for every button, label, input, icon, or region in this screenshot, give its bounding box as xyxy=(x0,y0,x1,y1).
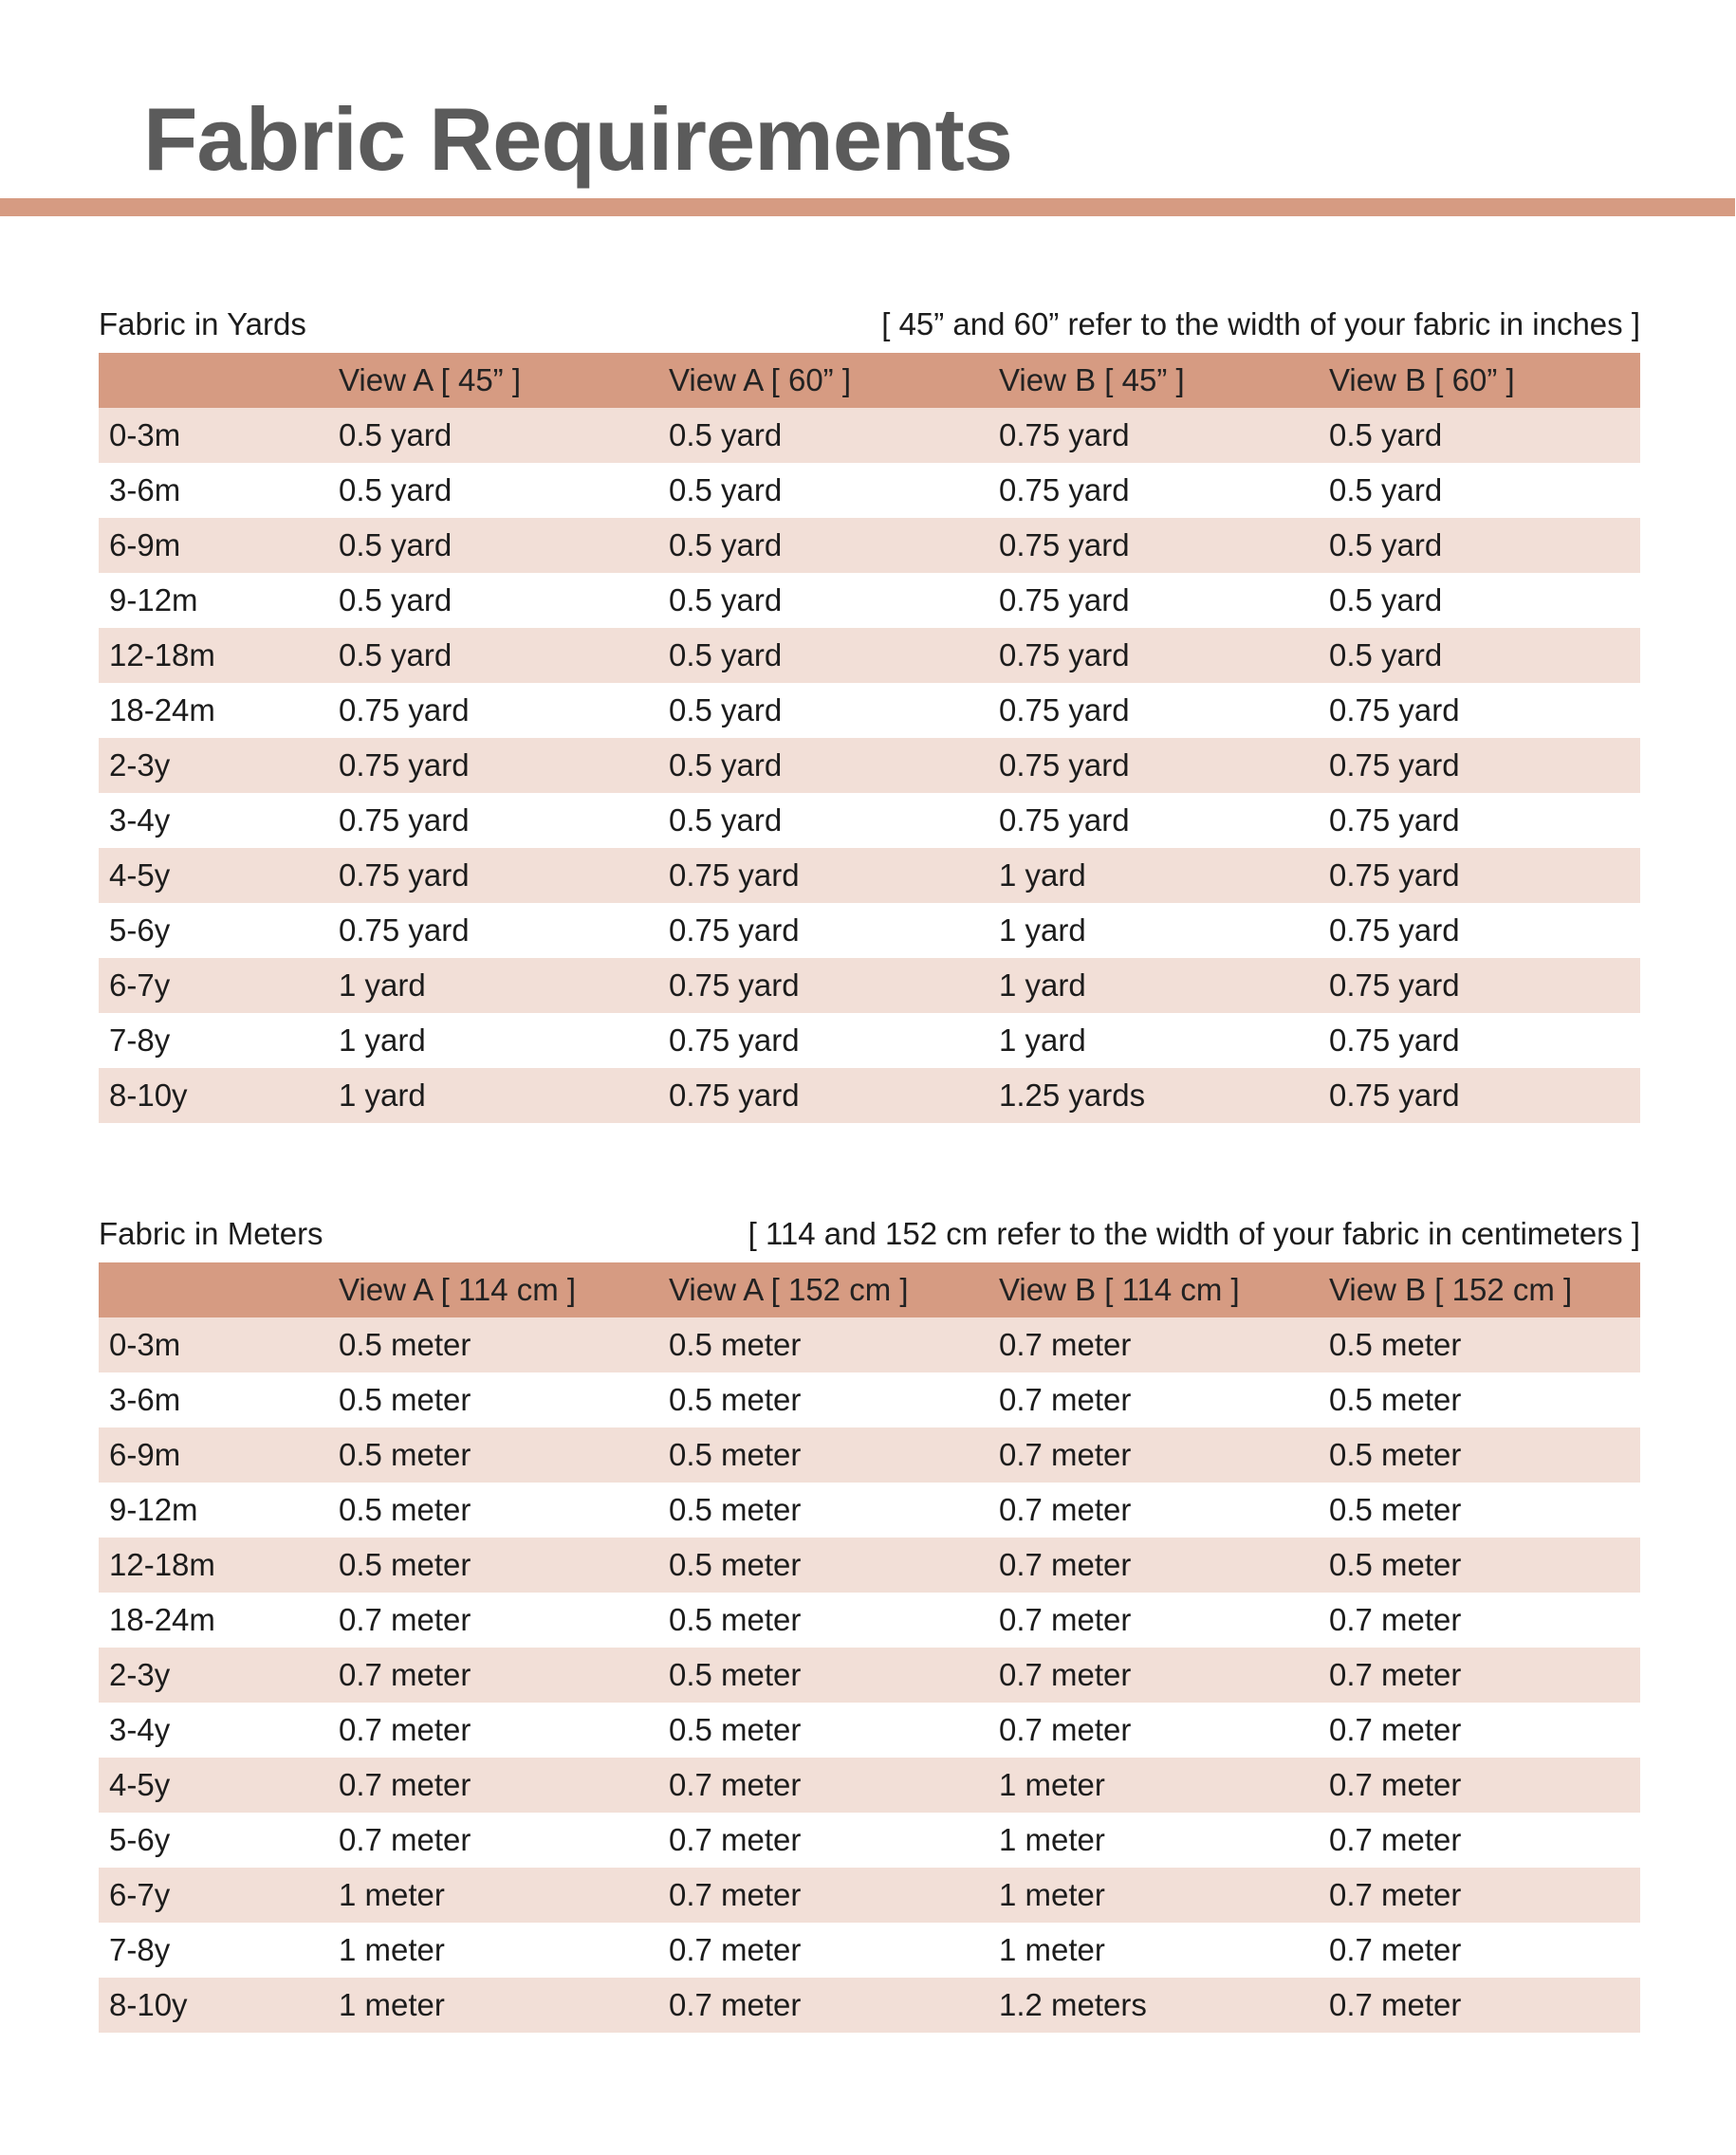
yards-table-body xyxy=(99,408,1640,1123)
table-row xyxy=(99,463,1640,518)
table-row xyxy=(99,1978,1640,2033)
table-row xyxy=(99,1068,1640,1123)
value-cell: 0.5 meter xyxy=(339,1437,471,1472)
page-title: Fabric Requirements xyxy=(143,89,1013,189)
value-cell: 0.75 yard xyxy=(1329,967,1460,1003)
meters-section-label: Fabric in Meters xyxy=(99,1216,323,1251)
value-cell: 0.75 yard xyxy=(339,912,470,948)
value-cell: 0.7 meter xyxy=(669,1822,802,1857)
value-cell: 0.75 yard xyxy=(1329,912,1460,948)
meters-width-note: [ 114 and 152 cm refer to the width of your fabric in centimeters ] xyxy=(748,1216,1640,1251)
table-row xyxy=(99,1013,1640,1068)
column-header-view-a-45: View A [ 45” ] xyxy=(339,362,522,397)
value-cell: 0.75 yard xyxy=(339,747,470,783)
value-cell: 0.75 yard xyxy=(1329,747,1460,783)
value-cell: 0.7 meter xyxy=(669,1767,802,1802)
table-row xyxy=(99,1758,1640,1813)
value-cell: 0.5 meter xyxy=(669,1657,802,1692)
value-cell: 1 yard xyxy=(339,1078,426,1113)
table-row xyxy=(99,1868,1640,1923)
value-cell: 0.5 yard xyxy=(339,637,452,672)
value-cell: 0.5 meter xyxy=(339,1327,471,1362)
value-cell: 0.5 meter xyxy=(339,1547,471,1582)
yards-section-header xyxy=(99,302,1640,353)
value-cell: 0.5 yard xyxy=(1329,582,1443,617)
value-cell: 0.5 meter xyxy=(669,1547,802,1582)
table-row xyxy=(99,1813,1640,1868)
table-row xyxy=(99,408,1640,463)
value-cell: 0.7 meter xyxy=(669,1877,802,1912)
value-cell: 1 yard xyxy=(999,857,1086,893)
size-cell: 12-18m xyxy=(109,637,215,672)
table-row xyxy=(99,628,1640,683)
value-cell: 0.7 meter xyxy=(999,1547,1132,1582)
value-cell: 1 meter xyxy=(339,1987,445,2022)
table-row xyxy=(99,1317,1640,1372)
column-header-view-a-114: View A [ 114 cm ] xyxy=(339,1272,577,1307)
value-cell: 0.75 yard xyxy=(669,912,800,948)
table-row xyxy=(99,903,1640,958)
table-row xyxy=(99,1372,1640,1427)
value-cell: 0.5 meter xyxy=(339,1382,471,1417)
value-cell: 0.5 yard xyxy=(1329,637,1443,672)
value-cell: 0.5 meter xyxy=(1329,1492,1462,1527)
value-cell: 1 meter xyxy=(999,1932,1105,1967)
value-cell: 1 meter xyxy=(339,1932,445,1967)
size-cell: 0-3m xyxy=(109,417,181,452)
value-cell: 0.5 meter xyxy=(669,1437,802,1472)
value-cell: 0.5 meter xyxy=(669,1382,802,1417)
size-cell: 2-3y xyxy=(109,747,171,783)
value-cell: 0.75 yard xyxy=(999,802,1130,838)
value-cell: 1 meter xyxy=(339,1877,445,1912)
value-cell: 0.7 meter xyxy=(999,1602,1132,1637)
value-cell: 0.75 yard xyxy=(1329,802,1460,838)
value-cell: 0.5 meter xyxy=(1329,1327,1462,1362)
value-cell: 0.75 yard xyxy=(1329,1022,1460,1058)
value-cell: 0.7 meter xyxy=(669,1932,802,1967)
size-cell: 9-12m xyxy=(109,1492,198,1527)
size-cell: 7-8y xyxy=(109,1932,171,1967)
value-cell: 1.25 yards xyxy=(999,1078,1146,1113)
size-cell: 9-12m xyxy=(109,582,198,617)
size-cell: 3-6m xyxy=(109,1382,181,1417)
value-cell: 0.7 meter xyxy=(339,1767,471,1802)
value-cell: 0.75 yard xyxy=(999,472,1130,507)
value-cell: 0.7 meter xyxy=(339,1712,471,1747)
value-cell: 0.7 meter xyxy=(339,1822,471,1857)
table-row xyxy=(99,793,1640,848)
value-cell: 1 meter xyxy=(999,1822,1105,1857)
size-cell: 4-5y xyxy=(109,1767,171,1802)
table-row xyxy=(99,1538,1640,1593)
value-cell: 0.7 meter xyxy=(1329,1822,1462,1857)
size-cell: 6-7y xyxy=(109,967,171,1003)
value-cell: 0.5 yard xyxy=(339,582,452,617)
value-cell: 0.7 meter xyxy=(1329,1987,1462,2022)
value-cell: 0.75 yard xyxy=(669,857,800,893)
value-cell: 0.5 yard xyxy=(669,582,783,617)
yards-table-header xyxy=(99,353,1640,408)
header-row xyxy=(99,353,1640,408)
table-row xyxy=(99,1483,1640,1538)
value-cell: 0.5 meter xyxy=(669,1492,802,1527)
value-cell: 0.5 yard xyxy=(669,472,783,507)
value-cell: 0.5 meter xyxy=(339,1492,471,1527)
header-row xyxy=(99,1262,1640,1317)
value-cell: 0.7 meter xyxy=(999,1437,1132,1472)
value-cell: 0.75 yard xyxy=(669,1022,800,1058)
value-cell: 0.75 yard xyxy=(999,582,1130,617)
value-cell: 0.7 meter xyxy=(1329,1712,1462,1747)
table-row xyxy=(99,1593,1640,1648)
table-row xyxy=(99,683,1640,738)
value-cell: 1 yard xyxy=(339,967,426,1003)
table-row xyxy=(99,1703,1640,1758)
column-header-view-a-60: View A [ 60” ] xyxy=(669,362,852,397)
value-cell: 0.7 meter xyxy=(999,1382,1132,1417)
value-cell: 0.75 yard xyxy=(999,637,1130,672)
value-cell: 0.7 meter xyxy=(339,1657,471,1692)
value-cell: 0.7 meter xyxy=(999,1492,1132,1527)
value-cell: 0.5 meter xyxy=(1329,1437,1462,1472)
value-cell: 0.7 meter xyxy=(999,1327,1132,1362)
yards-section-label: Fabric in Yards xyxy=(99,306,306,341)
value-cell: 0.5 yard xyxy=(339,417,452,452)
size-cell: 6-7y xyxy=(109,1877,171,1912)
size-cell: 7-8y xyxy=(109,1022,171,1058)
value-cell: 0.5 yard xyxy=(1329,527,1443,562)
column-header-view-b-152: View B [ 152 cm ] xyxy=(1329,1272,1573,1307)
column-header-size xyxy=(99,353,328,408)
meters-table xyxy=(99,1262,1640,2033)
value-cell: 0.7 meter xyxy=(1329,1602,1462,1637)
value-cell: 0.5 yard xyxy=(339,527,452,562)
value-cell: 1 meter xyxy=(999,1767,1105,1802)
size-cell: 3-6m xyxy=(109,472,181,507)
value-cell: 0.75 yard xyxy=(1329,692,1460,728)
size-cell: 5-6y xyxy=(109,1822,171,1857)
value-cell: 0.5 yard xyxy=(669,692,783,728)
yards-width-note: [ 45” and 60” refer to the width of your fabric in inches ] xyxy=(881,306,1640,341)
column-header-view-b-114: View B [ 114 cm ] xyxy=(999,1272,1240,1307)
value-cell: 0.5 yard xyxy=(669,637,783,672)
value-cell: 0.5 yard xyxy=(1329,417,1443,452)
yards-section xyxy=(99,302,1640,1123)
meters-table-header xyxy=(99,1262,1640,1317)
table-row xyxy=(99,1648,1640,1703)
value-cell: 0.7 meter xyxy=(999,1712,1132,1747)
table-row xyxy=(99,958,1640,1013)
value-cell: 0.5 yard xyxy=(1329,472,1443,507)
size-cell: 0-3m xyxy=(109,1327,181,1362)
size-cell: 18-24m xyxy=(109,1602,215,1637)
size-cell: 3-4y xyxy=(109,802,171,838)
value-cell: 0.7 meter xyxy=(339,1602,471,1637)
value-cell: 0.75 yard xyxy=(339,857,470,893)
value-cell: 0.5 meter xyxy=(1329,1382,1462,1417)
value-cell: 1 yard xyxy=(339,1022,426,1058)
yards-table xyxy=(99,353,1640,1123)
value-cell: 0.75 yard xyxy=(669,967,800,1003)
value-cell: 1 yard xyxy=(999,1022,1086,1058)
meters-table-body xyxy=(99,1317,1640,2033)
value-cell: 0.5 meter xyxy=(1329,1547,1462,1582)
value-cell: 0.5 meter xyxy=(669,1327,802,1362)
value-cell: 0.75 yard xyxy=(339,692,470,728)
value-cell: 0.5 meter xyxy=(669,1602,802,1637)
size-cell: 8-10y xyxy=(109,1078,188,1113)
value-cell: 0.75 yard xyxy=(999,747,1130,783)
size-cell: 6-9m xyxy=(109,1437,181,1472)
table-row xyxy=(99,738,1640,793)
value-cell: 0.5 yard xyxy=(669,747,783,783)
value-cell: 0.7 meter xyxy=(1329,1932,1462,1967)
table-row xyxy=(99,848,1640,903)
table-row xyxy=(99,573,1640,628)
size-cell: 3-4y xyxy=(109,1712,171,1747)
value-cell: 0.75 yard xyxy=(999,417,1130,452)
column-header-view-a-152: View A [ 152 cm ] xyxy=(669,1272,909,1307)
value-cell: 0.5 yard xyxy=(339,472,452,507)
value-cell: 0.5 yard xyxy=(669,802,783,838)
size-cell: 4-5y xyxy=(109,857,171,893)
column-header-size xyxy=(99,1262,328,1317)
column-header-view-b-45: View B [ 45” ] xyxy=(999,362,1185,397)
size-cell: 18-24m xyxy=(109,692,215,728)
meters-section-header xyxy=(99,1211,1640,1262)
value-cell: 0.75 yard xyxy=(1329,857,1460,893)
value-cell: 0.7 meter xyxy=(1329,1767,1462,1802)
table-row xyxy=(99,518,1640,573)
value-cell: 1 yard xyxy=(999,967,1086,1003)
size-cell: 12-18m xyxy=(109,1547,215,1582)
value-cell: 0.5 yard xyxy=(669,417,783,452)
value-cell: 0.75 yard xyxy=(1329,1078,1460,1113)
size-cell: 6-9m xyxy=(109,527,181,562)
value-cell: 1.2 meters xyxy=(999,1987,1147,2022)
column-header-view-b-60: View B [ 60” ] xyxy=(1329,362,1515,397)
table-row xyxy=(99,1427,1640,1483)
title-divider xyxy=(0,198,1735,216)
value-cell: 0.7 meter xyxy=(999,1657,1132,1692)
meters-section xyxy=(99,1211,1640,2033)
table-row xyxy=(99,1923,1640,1978)
value-cell: 0.5 yard xyxy=(669,527,783,562)
value-cell: 0.75 yard xyxy=(999,692,1130,728)
value-cell: 1 yard xyxy=(999,912,1086,948)
value-cell: 0.5 meter xyxy=(669,1712,802,1747)
size-cell: 2-3y xyxy=(109,1657,171,1692)
value-cell: 1 meter xyxy=(999,1877,1105,1912)
value-cell: 0.7 meter xyxy=(1329,1657,1462,1692)
value-cell: 0.75 yard xyxy=(669,1078,800,1113)
value-cell: 0.7 meter xyxy=(1329,1877,1462,1912)
value-cell: 0.75 yard xyxy=(999,527,1130,562)
value-cell: 0.7 meter xyxy=(669,1987,802,2022)
size-cell: 5-6y xyxy=(109,912,171,948)
size-cell: 8-10y xyxy=(109,1987,188,2022)
value-cell: 0.75 yard xyxy=(339,802,470,838)
